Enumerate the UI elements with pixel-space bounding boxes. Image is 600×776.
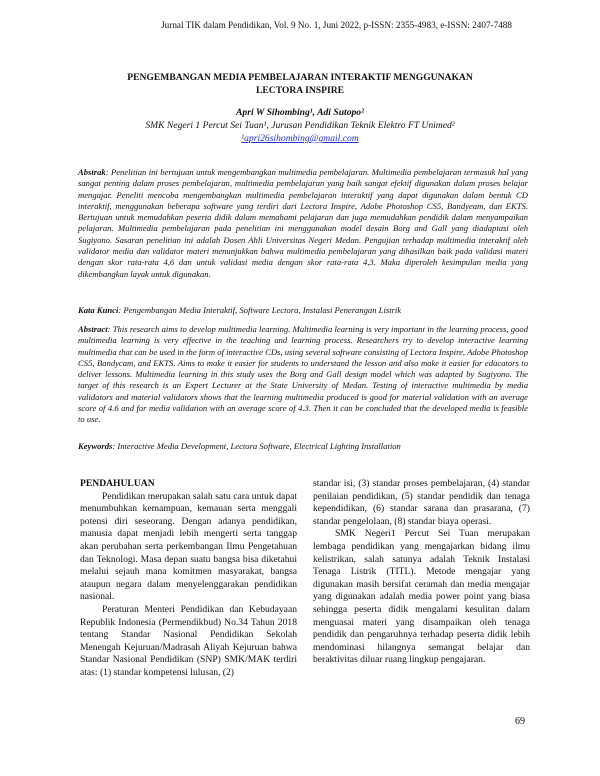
page-number: 69 bbox=[515, 716, 525, 727]
abstract-en bbox=[78, 324, 528, 426]
journal-header: Jurnal TIK dalam Pendidikan, Vol. 9 No. 1, Juni 2022, p-ISSN: 2355-4983, e-ISSN: 2407-7488 bbox=[161, 20, 512, 30]
abstract-label: Abstract bbox=[78, 324, 108, 334]
title-line-1: PENGEMBANGAN MEDIA PEMBELAJARAN INTERAKTIF MENGGUNAKAN bbox=[127, 72, 473, 83]
title-line-2: LECTORA INSPIRE bbox=[255, 85, 345, 96]
author-block bbox=[60, 106, 540, 145]
author-email[interactable]: ¹apri26sihombing@gmail.com bbox=[241, 133, 359, 144]
section-title: PENDAHULUAN bbox=[80, 478, 155, 489]
abstrak bbox=[78, 167, 528, 280]
keywords-text: : Interactive Media Development, Lectora Software, Electrical Lighting Installation bbox=[112, 441, 401, 451]
abstrak-label: Abstrak bbox=[78, 167, 106, 177]
right-paragraph-2: SMK Negeri1 Percut Sei Tuan merupakan lembaga pendidikan yang mengajarkan bidang ilmu kelistrikan, salah satunya adalah Teknik Instalasi Tenaga Listrik (TITL). Metode mengajar yang digunakan masih bersifat ceramah dan media mengajar yang digunakan adalah media power point yang biasa sehingga peserta didik mengalami kesulitan dalam menguasai materi yang disampaikan oleh tenaga pendidik dan pengaruhnya terhadap peserta didik lebih mendominasi hilangnya semangat belajar dan beraktivitas diluar ruang lingkup pengajaran. bbox=[313, 528, 530, 666]
left-paragraph-2: Peraturan Menteri Pendidikan dan Kebudayaan Republik Indonesia (Permendikbud) No.34 Tahun 2018 tentang Standar Nasional Pendidikan Sekolah Menengah Kejuruan/Madrasah Aliyah Kejuruan bahwa Standar Nasional Pendidikan (SNP) SMK/MAK terdiri atas: (1) standar kompetensi lulusan, (2) bbox=[80, 603, 297, 678]
left-paragraph-1: Pendidikan merupakan salah satu cara untuk dapat menumbuhkan kemampuan, kemauan serta menggali potensi diri seseorang. Dengan adanya pendidikan, manusia dapat menjadi lebih mengerti serta tanggap akan perubahan serta perkembangan Ilmu Pengetahuan dan Teknologi. Masa depan suatu bangsa bisa diketahui melalui sejauh mana komitmen masyarakat, bangsa ataupun negara dalam menyelenggarakan pendidikan nasional. bbox=[80, 490, 297, 603]
abstract-text: : This research aims to develop multimedia learning. Multimedia learning is very important in the learning process, good multimedia learning is very effective in the teaching and learning process. Researchers try to develop interactive learning multimedia that can be used in the form of interactive CDs, using several software consisting of Lectora Inspire, Adobe Photoshop CS5, Bandycam, and EKTS. Aims to make it easier for students to understand the lesson and also make it easier for educators to deliver lessons. Multimedia learning in this study uses the Borg and Gall design model which was adapted by Sugiyono. The target of this research is an Expert Lecturer at the State University of Medan. Testing of interactive multimedia by media validators and material validators shows that the learning multimedia produced is good for material validation with an average score of 4.6 and for media validation with an average score of 4.3. Then it can be concluded that the developed media is feasible to use. bbox=[78, 324, 528, 425]
abstrak-text: : Penelitian ini bertujuan untuk mengembangkan multimedia pembelajaran. Multimedia pembelajaran termasuk hal yang sangat penting dalam proses pembelajaran, multimedia pembelajaran yang baik sangat efektif digunakan dalam proses belajar mengajar. Peneliti mencoba mengembangkan multimedia pembelajaran interaktif yang dapat digunakan dalam bentuk CD interaktif, menggunakan beberapa software yang terdiri dari Lectora Inspire, Adobe Photoshop CS5, Bandyeam, dan EKTS. Bertujuan untuk memudahkan peserta didik dalam memahami pelajaran dan juga memudahkan pendidik dalam menyampaikan pelajaran. Multimedia pembelajaran pada penelitian ini menggunakan model desain Borg and Gall yang diadaptasi oleh Sugiyono. Sasaran penelitian ini adalah Dosen Ahli Universitas Negeri Medan. Pengujian terhadap multimedia interaktif oleh validator media dan validator materi menunjukkan bahwa multimedia pembelajaran yang dihasilkan baik pada validasi materi dengan skor rata-rata 4,6 dan untuk validasi media dengan skor rata-rata 4,3. Maka diperoleh kesimpulan media yang dikembangkan layak untuk digunakan. bbox=[78, 167, 528, 279]
keywords-label: Keywords bbox=[78, 441, 113, 451]
left-column bbox=[80, 478, 297, 680]
right-paragraph-1: standar isi, (3) standar proses pembelajaran, (4) standar penilaian pendidikan, (5) standar pendidik dan tenaga kependidikan, (6) standar sarana dan prasarana, (7) standar pengelolaan, (8) standar biaya operasi. bbox=[313, 478, 530, 527]
right-column bbox=[313, 478, 530, 667]
keywords bbox=[78, 441, 528, 452]
paper-title bbox=[60, 71, 540, 97]
author-names: Apri W Sihombing¹, Adi Sutopo² bbox=[236, 107, 364, 118]
kata-kunci-label: Kata Kunci bbox=[78, 305, 119, 315]
kata-kunci-text: : Pengembangan Media Interaktif, Software Lectora, Instalasi Penerangan Listrik bbox=[118, 305, 402, 315]
affiliation: SMK Negeri 1 Percut Sei Tuan¹, Jurusan Pendidikan Teknik Elektro FT Unimed² bbox=[145, 120, 455, 131]
kata-kunci bbox=[78, 305, 528, 316]
